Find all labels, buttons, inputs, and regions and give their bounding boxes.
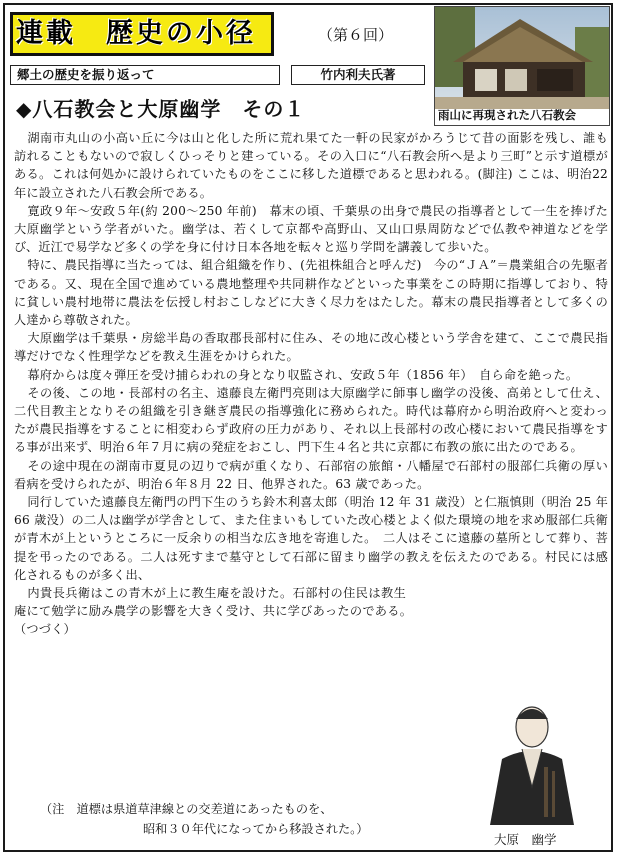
paragraph: その後、この地・長部村の名主、遠藤良左衛門亮則は大原幽学に師事し幽学の没後、高弟として仕え、二代目教主となりその組織を引き継ぎ農民の指導強化に務められた。時代は幕府から明治政府へと変わったが農民指導をすることに相変わらず政府の圧力があり、それ以上長部村の改心楼において農民指導をする事が出来ず、明治６年７月に病の発症をおこし、門下生４名と共に京都に布教の旅に出たのである。 [14,385,608,455]
page-title: 連載 歴史の小径 [16,18,256,49]
paragraph: 幕府からは度々弾圧を受け捕らわれの身となり収監され、安政５年（1856 年） 自ら命を絶った。 [27,367,579,382]
portrait-illustration [460,697,604,825]
paragraph: 特に、農民指導に当たっては、組合組織を作り、(先祖株組合と呼んだ) 今の“ＪＡ”＝農業組合の先駆者である。又、現在全国で進めている農地整理や共同耕作などといった事業をこの時期に指導しており、特に貧しい農村地帯に農法を伝授し村おこしなどに大きく尽力をはたした。幕末の農民指導者として多くの人達から尊敬された。 [14,258,608,328]
paragraph: 大原幽学は千葉県・房総半島の香取郡長部村に住み、その地に改心楼という学舎を建て、ここで農民指導だけでなく性理学などを教え生涯をかけられた。 [14,331,608,364]
footnote [40,799,368,839]
footnote-line: 昭和３０年代になってから移設された。） [143,822,369,836]
author-credit: 竹内利夫氏著 [291,65,425,85]
article-body [14,129,608,639]
section-heading: ◆八石教会と大原幽学 その１ [16,97,306,121]
issue-number: （第６回） [318,26,394,44]
paragraph: 湖南市丸山の小高い丘に今は山と化した所に荒れ果てた一軒の民家がかろうじて昔の面影を残し、誰も訪れることもないので寂しくひっそりと建っている。その入口に“八石教会所へ是より三町”と示す道標がある。これは何処かに設けられていたものをここに移した道標であると思われる。(脚注) ここは、明治22年に設立された八石教会所である。 [14,131,608,200]
paragraph: 内貴長兵衛はこの青木が上に教生庵を設けた。石部村の住民は教生庵にて勉学に励み農学の影響を大きく受け、共に学びあったのである。 （つづく） [14,586,431,637]
photo-caption: 雨山に再現された八石教会 [438,108,576,122]
series-subtitle: 郷土の歴史を振り返って [10,65,280,85]
paragraph: 同行していた遠藤良左衛門の門下生のうち鈴木利喜太郎（明治 12 年 31 歳没）と仁瓶慎則（明治 25 年 66 歳没）の二人は幽学が学舎として、また住まいもしていた改心楼とよく似た環境の地を求め服部仁兵衛が青木が上というところに一反余りの相当な広き地を寄進した。 二人はそこに遠藤の墓所として葬り、菩提を弔ったのである。二人は死すまで墓守として石部に留まり幽学の教えを伝えたのである。村民には感化されるものが多く出、 [14,495,608,582]
paragraph: その途中現在の湖南市夏見の辺りで病が重くなり、石部宿の旅館・八幡屋で石部村の服部仁兵衛の厚い看病を受けられたが、明治６年８月 22 日、他界された。63 歳であった。 [14,458,608,491]
paragraph: 寛政９年～安政５年(約 200～250 年前) 幕末の頃、千葉県の出身で農民の指導者として一生を捧げた大原幽学という学者がいた。幽学は、若くして京都や高野山、又山口県周防などで仏教や神道などを学び、近江で易学など多くの学を身に付け日本各地を転々と巡り学問を講義して歩いた。 [14,203,608,255]
portrait-caption: 大原 幽学 [494,832,557,847]
footnote-line: （注 道標は県道草津線との交差道にあったものを、 [40,802,333,816]
